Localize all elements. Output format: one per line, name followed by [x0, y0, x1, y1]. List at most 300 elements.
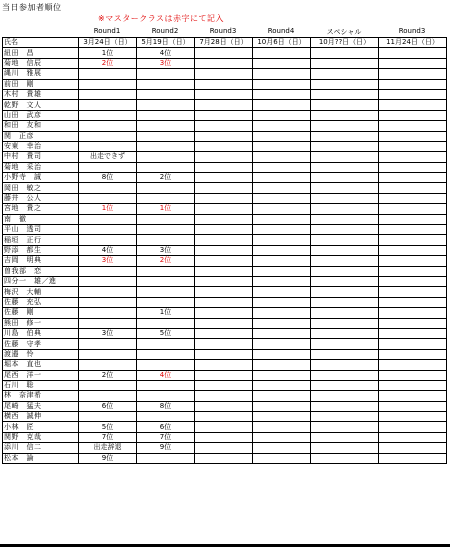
rank-cell [137, 110, 195, 120]
rank-cell [137, 79, 195, 89]
rank-cell [195, 141, 253, 151]
rank-cell [311, 204, 379, 214]
rank-cell [379, 69, 447, 79]
round-date-3: 7月28日（日） [195, 38, 253, 48]
rank-cell [195, 276, 253, 286]
player-name: 宮地 貴之 [3, 204, 79, 214]
rank-cell [379, 183, 447, 193]
rank-cell [253, 349, 311, 359]
rank-cell [379, 204, 447, 214]
round-label-6: Round3 [398, 27, 426, 35]
rank-cell [195, 287, 253, 297]
player-name: 梅沢 大輔 [3, 287, 79, 297]
rank-cell [79, 266, 137, 276]
table-row [3, 391, 447, 401]
rank-cell [253, 443, 311, 453]
player-name: 稲垣 正行 [3, 235, 79, 245]
rank-cell [311, 100, 379, 110]
table-row [3, 297, 447, 307]
rank-cell [195, 318, 253, 328]
rank-cell [195, 349, 253, 359]
rank-cell [137, 297, 195, 307]
rank-cell [379, 131, 447, 141]
rank-cell [311, 370, 379, 380]
rank-cell [253, 173, 311, 183]
rank-cell [253, 422, 311, 432]
rank-cell [195, 193, 253, 203]
rank-cell [137, 380, 195, 390]
rank-cell [253, 110, 311, 120]
rank-cell [253, 48, 311, 58]
rank-cell [311, 162, 379, 172]
rank-cell [379, 453, 447, 463]
player-name: 紐田 昌 [3, 48, 79, 58]
player-name: 岡田 敏之 [3, 183, 79, 193]
rank-cell [195, 328, 253, 338]
player-name: 佐藤 守孝 [3, 339, 79, 349]
rank-cell [195, 183, 253, 193]
table-row [3, 79, 447, 89]
rank-cell: 4位 [137, 370, 195, 380]
rank-cell [195, 121, 253, 131]
rank-cell: 1位 [79, 204, 137, 214]
rank-cell [195, 453, 253, 463]
table-row [3, 183, 447, 193]
player-name: 川島 伯典 [3, 328, 79, 338]
rank-cell [195, 48, 253, 58]
rank-cell [311, 225, 379, 235]
player-name: 平山 透司 [3, 225, 79, 235]
rank-cell [253, 131, 311, 141]
player-name: 南 徹 [3, 214, 79, 224]
rank-cell [137, 183, 195, 193]
player-name: 小林 匠 [3, 422, 79, 432]
rank-cell [137, 235, 195, 245]
table-row [3, 58, 447, 68]
player-name: 堀本 直也 [3, 360, 79, 370]
rank-cell: 出走辞退 [79, 443, 137, 453]
rank-cell [311, 287, 379, 297]
rank-cell [195, 360, 253, 370]
player-name: 関 正彦 [3, 131, 79, 141]
rank-cell [379, 380, 447, 390]
rank-cell [253, 245, 311, 255]
rank-cell: 3位 [137, 245, 195, 255]
round-date-6: 11月24日（日） [379, 38, 447, 48]
rank-cell [195, 266, 253, 276]
rank-cell [79, 162, 137, 172]
table-row [3, 453, 447, 463]
rank-cell [379, 266, 447, 276]
rank-cell [79, 89, 137, 99]
rank-cell: 3位 [79, 256, 137, 266]
rank-cell [253, 204, 311, 214]
rank-cell [137, 412, 195, 422]
rank-cell [379, 328, 447, 338]
rank-cell [79, 276, 137, 286]
rank-cell [311, 235, 379, 245]
rank-cell [253, 152, 311, 162]
rank-cell [79, 131, 137, 141]
rank-cell: 8位 [79, 173, 137, 183]
rank-cell [79, 391, 137, 401]
player-name: 関野 克哉 [3, 432, 79, 442]
rank-cell [253, 141, 311, 151]
player-name: 渡邉 怜 [3, 349, 79, 359]
rank-cell [253, 308, 311, 318]
rank-cell [79, 214, 137, 224]
table-row [3, 131, 447, 141]
rank-cell [311, 432, 379, 442]
table-row [3, 349, 447, 359]
rank-cell: 1位 [137, 308, 195, 318]
table-row [3, 121, 447, 131]
table-row [3, 193, 447, 203]
rank-cell [79, 193, 137, 203]
round-date-1: 3月24日（日） [79, 38, 137, 48]
rank-cell [253, 235, 311, 245]
rank-cell: 1位 [79, 48, 137, 58]
player-name: 乾野 文人 [3, 100, 79, 110]
rank-cell [379, 297, 447, 307]
rank-cell [137, 266, 195, 276]
round-date-4: 10月6日（日） [253, 38, 311, 48]
round-label-2: Round2 [151, 27, 179, 35]
rank-cell: 6位 [137, 422, 195, 432]
rank-cell [79, 183, 137, 193]
round-label-3: Round3 [209, 27, 237, 35]
rank-cell [379, 121, 447, 131]
rank-cell [379, 391, 447, 401]
rank-cell [137, 121, 195, 131]
table-row [3, 173, 447, 183]
rank-cell [311, 318, 379, 328]
rank-cell [195, 380, 253, 390]
table-row [3, 401, 447, 411]
rank-cell [253, 328, 311, 338]
rank-cell [253, 276, 311, 286]
rank-cell [195, 173, 253, 183]
rank-cell [311, 339, 379, 349]
rank-cell [379, 360, 447, 370]
rank-cell [195, 110, 253, 120]
rank-cell [79, 412, 137, 422]
rank-cell [379, 58, 447, 68]
rank-cell: 2位 [79, 370, 137, 380]
rank-cell [253, 318, 311, 328]
rank-cell: 9位 [79, 453, 137, 463]
rank-cell [379, 152, 447, 162]
rank-cell [79, 318, 137, 328]
rank-cell [195, 131, 253, 141]
ranking-table [2, 37, 447, 464]
rank-cell [311, 266, 379, 276]
rank-cell [379, 339, 447, 349]
player-name: 四分一 雄／進 [3, 276, 79, 286]
rank-cell [137, 318, 195, 328]
rank-cell [79, 380, 137, 390]
rank-cell [195, 58, 253, 68]
player-name: 松本 論 [3, 453, 79, 463]
table-row [3, 370, 447, 380]
rank-cell [195, 432, 253, 442]
player-name: 木村 貴雄 [3, 89, 79, 99]
rank-cell [311, 349, 379, 359]
rank-cell [253, 193, 311, 203]
table-row [3, 162, 447, 172]
player-name: 和田 友和 [3, 121, 79, 131]
rank-cell: 3位 [79, 328, 137, 338]
rank-cell [253, 89, 311, 99]
rank-cell [379, 349, 447, 359]
rank-cell [79, 360, 137, 370]
rank-cell [137, 131, 195, 141]
player-name: 小野寺 誠 [3, 173, 79, 183]
rank-cell [379, 422, 447, 432]
player-name: 縄川 雅展 [3, 69, 79, 79]
player-name: 横西 誠伸 [3, 412, 79, 422]
rank-cell [311, 214, 379, 224]
rank-cell [311, 391, 379, 401]
rank-cell [253, 79, 311, 89]
rank-cell [379, 245, 447, 255]
rank-cell [311, 256, 379, 266]
rank-cell [379, 48, 447, 58]
rank-cell [195, 152, 253, 162]
rank-cell: 7位 [137, 432, 195, 442]
table-row [3, 69, 447, 79]
player-name: 添川 信二 [3, 443, 79, 453]
player-name: 前田 剛 [3, 79, 79, 89]
table-row [3, 318, 447, 328]
player-name: 佐藤 充弘 [3, 297, 79, 307]
rank-cell [195, 89, 253, 99]
rank-cell [195, 162, 253, 172]
rank-cell [253, 412, 311, 422]
rank-cell [137, 214, 195, 224]
rank-cell [379, 100, 447, 110]
rank-cell [195, 245, 253, 255]
rank-cell: 2位 [137, 173, 195, 183]
master-class-notice: ※マスタークラスは赤字にて記入 [98, 14, 224, 23]
player-name: 吉岡 明典 [3, 256, 79, 266]
player-name: 藤井 公人 [3, 193, 79, 203]
table-row [3, 100, 447, 110]
player-name: 佐藤 剛 [3, 308, 79, 318]
rank-cell: 5位 [79, 422, 137, 432]
rank-cell [137, 453, 195, 463]
rank-cell [253, 58, 311, 68]
rank-cell [311, 380, 379, 390]
rank-cell [79, 69, 137, 79]
rank-cell [253, 214, 311, 224]
player-name: 安東 幸治 [3, 141, 79, 151]
rank-cell [137, 89, 195, 99]
rank-cell [137, 339, 195, 349]
rank-cell [253, 370, 311, 380]
rank-cell [379, 225, 447, 235]
rank-cell [311, 141, 379, 151]
rank-cell: 4位 [137, 48, 195, 58]
table-row [3, 110, 447, 120]
player-name: 尾西 洋一 [3, 370, 79, 380]
rank-cell [379, 141, 447, 151]
table-row [3, 256, 447, 266]
rank-cell [253, 266, 311, 276]
rank-cell [79, 121, 137, 131]
rank-cell [195, 401, 253, 411]
player-name: 山田 武彦 [3, 110, 79, 120]
rank-cell [137, 287, 195, 297]
rank-cell: 1位 [137, 204, 195, 214]
rank-cell [253, 360, 311, 370]
rank-cell [195, 370, 253, 380]
player-name: 熊田 修一 [3, 318, 79, 328]
rank-cell [379, 162, 447, 172]
rank-cell [311, 401, 379, 411]
round-label-4: Round4 [267, 27, 295, 35]
rank-cell [79, 235, 137, 245]
rank-cell [379, 110, 447, 120]
rank-cell [311, 173, 379, 183]
player-rows [3, 48, 447, 464]
rank-cell [379, 401, 447, 411]
rank-cell [195, 297, 253, 307]
rank-cell: 7位 [79, 432, 137, 442]
table-row [3, 308, 447, 318]
rank-cell [195, 235, 253, 245]
rank-cell: 8位 [137, 401, 195, 411]
rank-cell [379, 193, 447, 203]
rank-cell [311, 69, 379, 79]
rank-cell [311, 121, 379, 131]
player-name: 石川 聡 [3, 380, 79, 390]
table-row [3, 141, 447, 151]
rank-cell [311, 110, 379, 120]
rank-cell [379, 276, 447, 286]
rank-cell [311, 360, 379, 370]
rank-cell [137, 391, 195, 401]
rank-cell [137, 152, 195, 162]
round-label-special: スペシャル [326, 28, 362, 36]
table-row [3, 380, 447, 390]
rank-cell [379, 214, 447, 224]
rank-cell [79, 297, 137, 307]
player-name: 曽我部 恋 [3, 266, 79, 276]
rank-cell [253, 391, 311, 401]
rank-cell [253, 432, 311, 442]
rank-cell [311, 193, 379, 203]
rank-cell [253, 256, 311, 266]
name-column-header: 氏名 [3, 38, 79, 48]
rank-cell: 2位 [137, 256, 195, 266]
rank-cell [311, 58, 379, 68]
table-row [3, 422, 447, 432]
rank-cell [253, 380, 311, 390]
rank-cell [311, 245, 379, 255]
rank-cell [379, 79, 447, 89]
header-row [3, 38, 447, 48]
rank-cell [253, 401, 311, 411]
rank-cell [195, 308, 253, 318]
rank-cell [137, 162, 195, 172]
rank-cell [195, 225, 253, 235]
rank-cell [379, 443, 447, 453]
rank-cell [311, 443, 379, 453]
rank-cell [253, 225, 311, 235]
rank-cell [79, 339, 137, 349]
player-name: 野添 都生 [3, 245, 79, 255]
rank-cell [195, 204, 253, 214]
player-name: 菊地 信辰 [3, 58, 79, 68]
rank-cell [311, 328, 379, 338]
rank-cell [379, 173, 447, 183]
rank-cell: 3位 [137, 58, 195, 68]
rank-cell [137, 69, 195, 79]
rank-cell [195, 391, 253, 401]
table-row [3, 152, 447, 162]
rank-cell: 4位 [79, 245, 137, 255]
table-row [3, 266, 447, 276]
rank-cell [195, 79, 253, 89]
rank-cell [79, 110, 137, 120]
round-date-special: 10月??日（日） [311, 38, 379, 48]
rank-cell [195, 443, 253, 453]
table-row [3, 214, 447, 224]
rank-cell [195, 339, 253, 349]
table-row [3, 235, 447, 245]
rank-cell: 5位 [137, 328, 195, 338]
rank-cell [253, 287, 311, 297]
rank-cell [79, 349, 137, 359]
rank-cell [253, 121, 311, 131]
rank-cell [379, 318, 447, 328]
rank-cell [195, 256, 253, 266]
rank-cell [79, 100, 137, 110]
rank-cell [79, 225, 137, 235]
rank-cell [137, 349, 195, 359]
rank-cell [311, 183, 379, 193]
table-row [3, 287, 447, 297]
table-row [3, 328, 447, 338]
rank-cell [195, 214, 253, 224]
rank-cell [137, 360, 195, 370]
rank-cell [253, 100, 311, 110]
rank-cell [311, 453, 379, 463]
table-row [3, 443, 447, 453]
rank-cell [311, 276, 379, 286]
rank-cell: 出走できず [79, 152, 137, 162]
player-name: 林 奈津希 [3, 391, 79, 401]
round-label-row [2, 27, 446, 37]
rank-cell [311, 308, 379, 318]
rank-cell [379, 432, 447, 442]
table-row [3, 204, 447, 214]
player-name: 尾崎 猛夫 [3, 401, 79, 411]
page-title: 当日参加者順位 [2, 3, 62, 12]
rank-cell [379, 287, 447, 297]
table-row [3, 412, 447, 422]
rank-cell [253, 183, 311, 193]
rank-cell [137, 100, 195, 110]
rank-cell [253, 453, 311, 463]
rank-cell [253, 162, 311, 172]
rank-cell [311, 422, 379, 432]
rank-cell [195, 69, 253, 79]
rank-cell [379, 412, 447, 422]
rank-cell [311, 297, 379, 307]
table-row [3, 89, 447, 99]
